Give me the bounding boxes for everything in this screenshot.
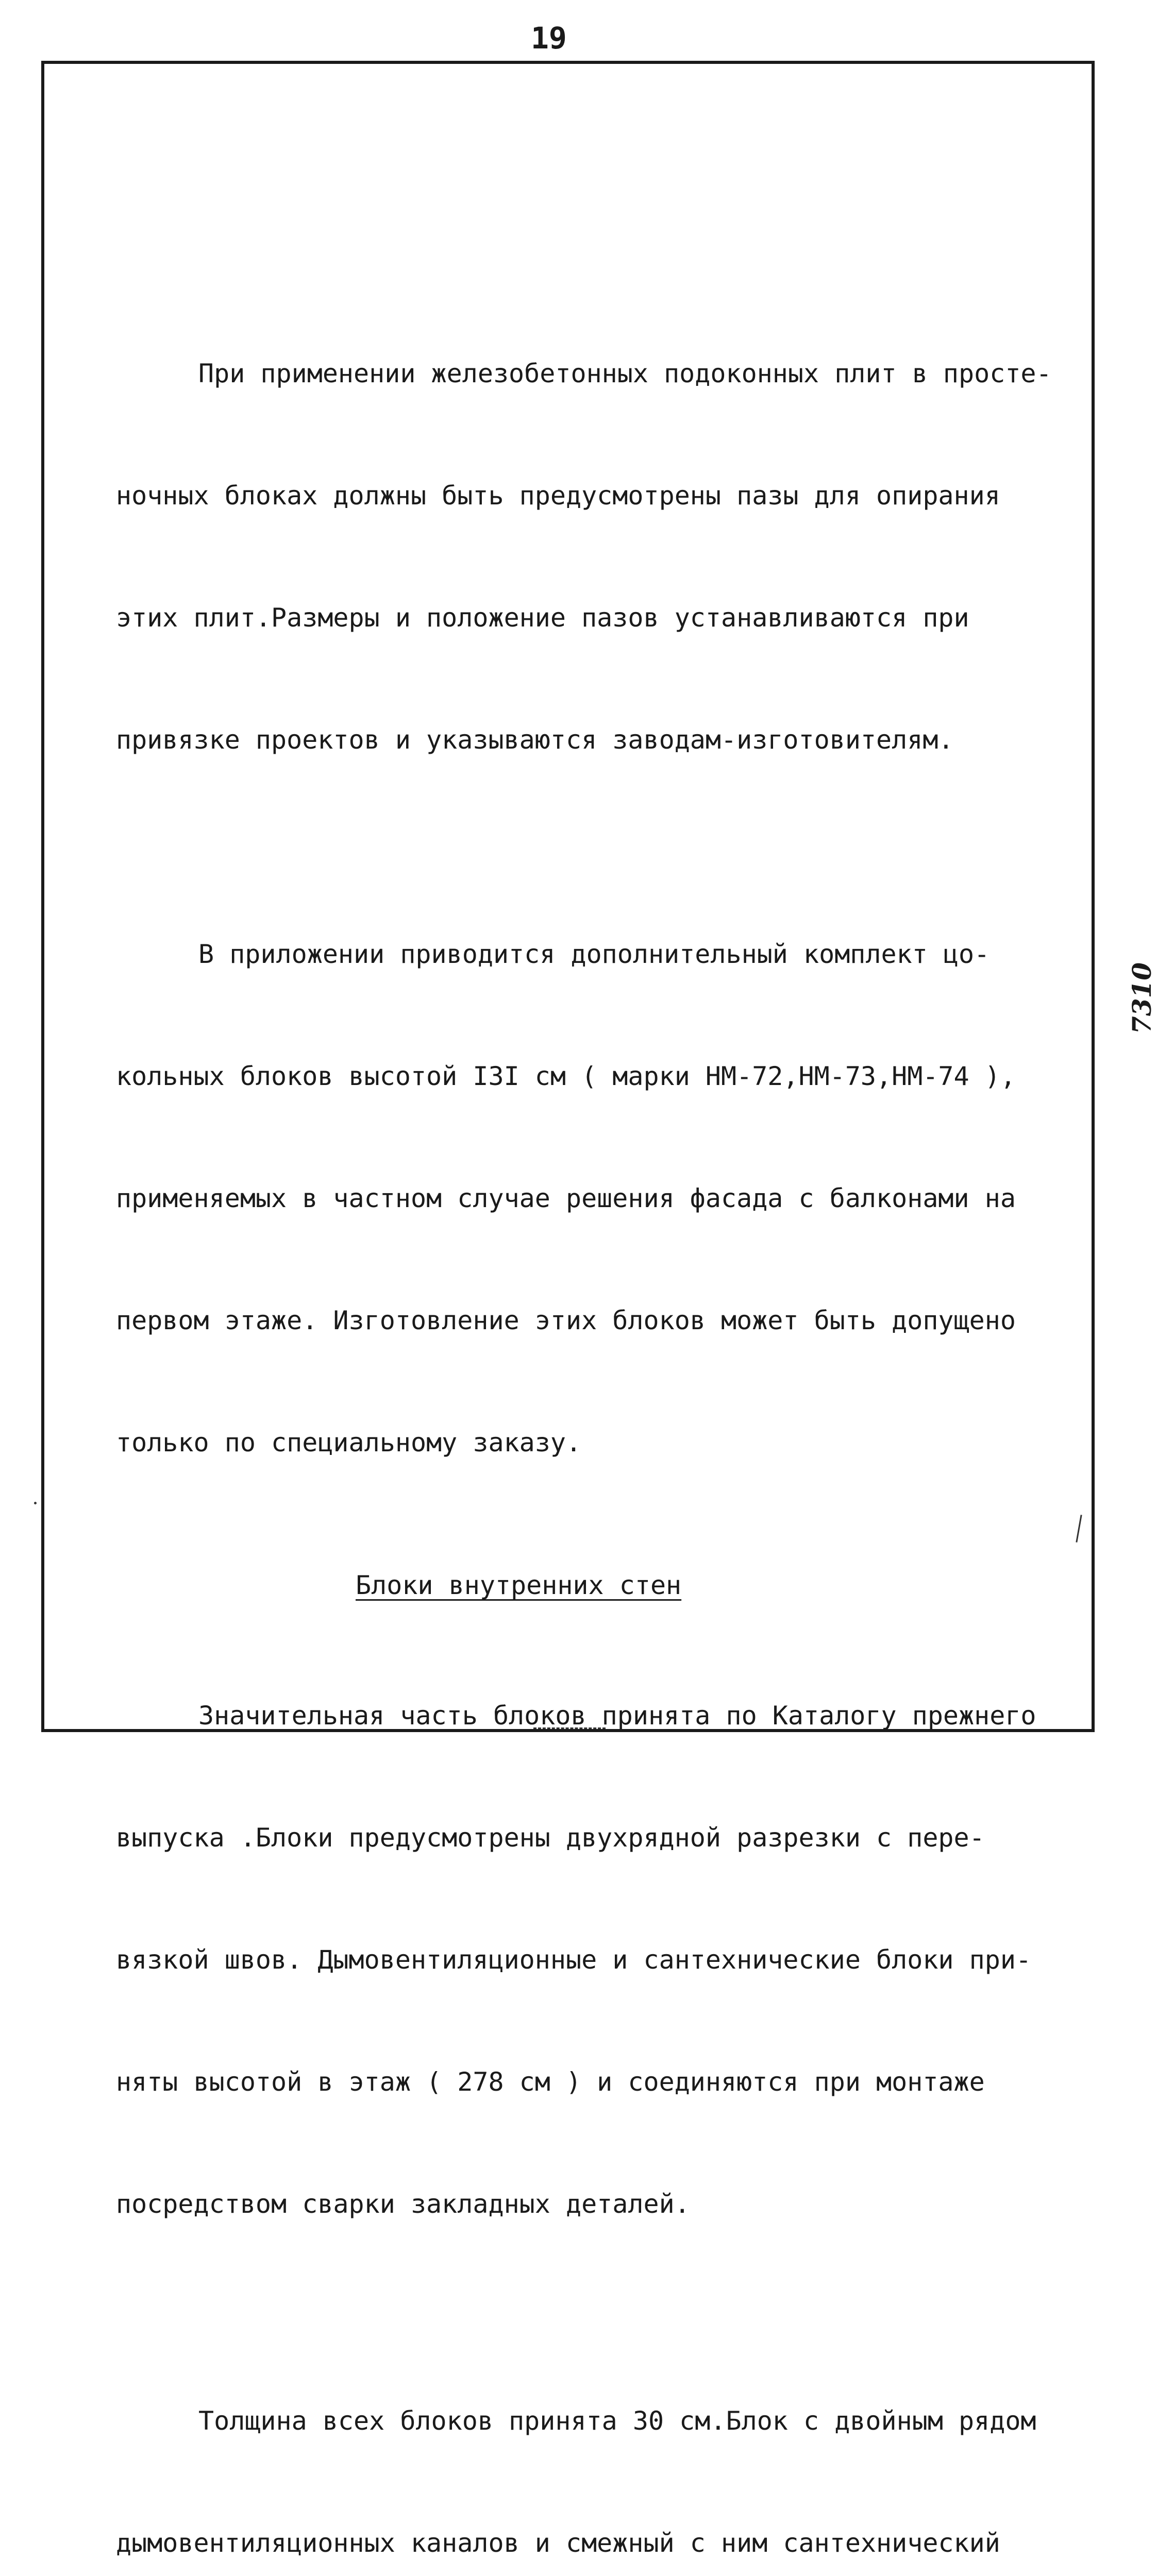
text-line: дымовентиляционных каналов и смежный с ним сантехнический — [116, 2528, 1000, 2558]
paragraph-windowsill-plates — [116, 272, 1085, 842]
text-line: выпуска .Блоки предусмотрены двухрядной разрезки с пере- — [116, 1823, 985, 1853]
text-line: посредством сварки закладных деталей. — [116, 2189, 690, 2219]
paragraph-block-thickness — [116, 2319, 1085, 2576]
text-line: первом этаже. Изготовление этих блоков может быть допущено — [116, 1306, 1016, 1335]
text-line: кольных блоков высотой I3I см ( марки НМ-72,НМ-73,НМ-74 ), — [116, 1061, 1016, 1091]
text-line: вязкой швов. Дымовентиляционные и сантехнические блоки при- — [116, 1945, 1032, 1975]
text-line: применяемых в частном случае решения фасада с балконами на — [116, 1183, 1016, 1213]
paragraph-appendix-blocks — [116, 853, 1085, 1545]
side-archive-number: 7310 — [1127, 962, 1157, 1035]
text-line: Значительная часть блоков принята по Каталогу прежнего — [198, 1701, 1036, 1731]
document-body — [116, 272, 1085, 2576]
text-line: только по специальному заказу. — [116, 1428, 582, 1458]
paragraph-catalog-blocks — [116, 1614, 1085, 2306]
text-line: ночных блоках должны быть предусмотрены пазы для опирания — [116, 481, 1000, 511]
text-line: При применении железобетонных подоконных плит в просте- — [198, 359, 1052, 388]
stray-dot-mark — [34, 1502, 37, 1504]
text-line: няты высотой в этаж ( 278 см ) и соединяются при монтаже — [116, 2067, 985, 2097]
text-line: В приложении приводится дополнительный комплект цо- — [198, 939, 990, 969]
text-line: Толщина всех блоков принята 30 см.Блок с двойным рядом — [198, 2406, 1036, 2436]
text-line: привязке проектов и указываются заводам-изготовителям. — [116, 725, 954, 755]
text-line: этих плит.Размеры и положение пазов устанавливаются при — [116, 603, 969, 633]
page-number: 19 — [531, 21, 567, 56]
section-heading: Блоки внутренних стен — [356, 1570, 682, 1600]
